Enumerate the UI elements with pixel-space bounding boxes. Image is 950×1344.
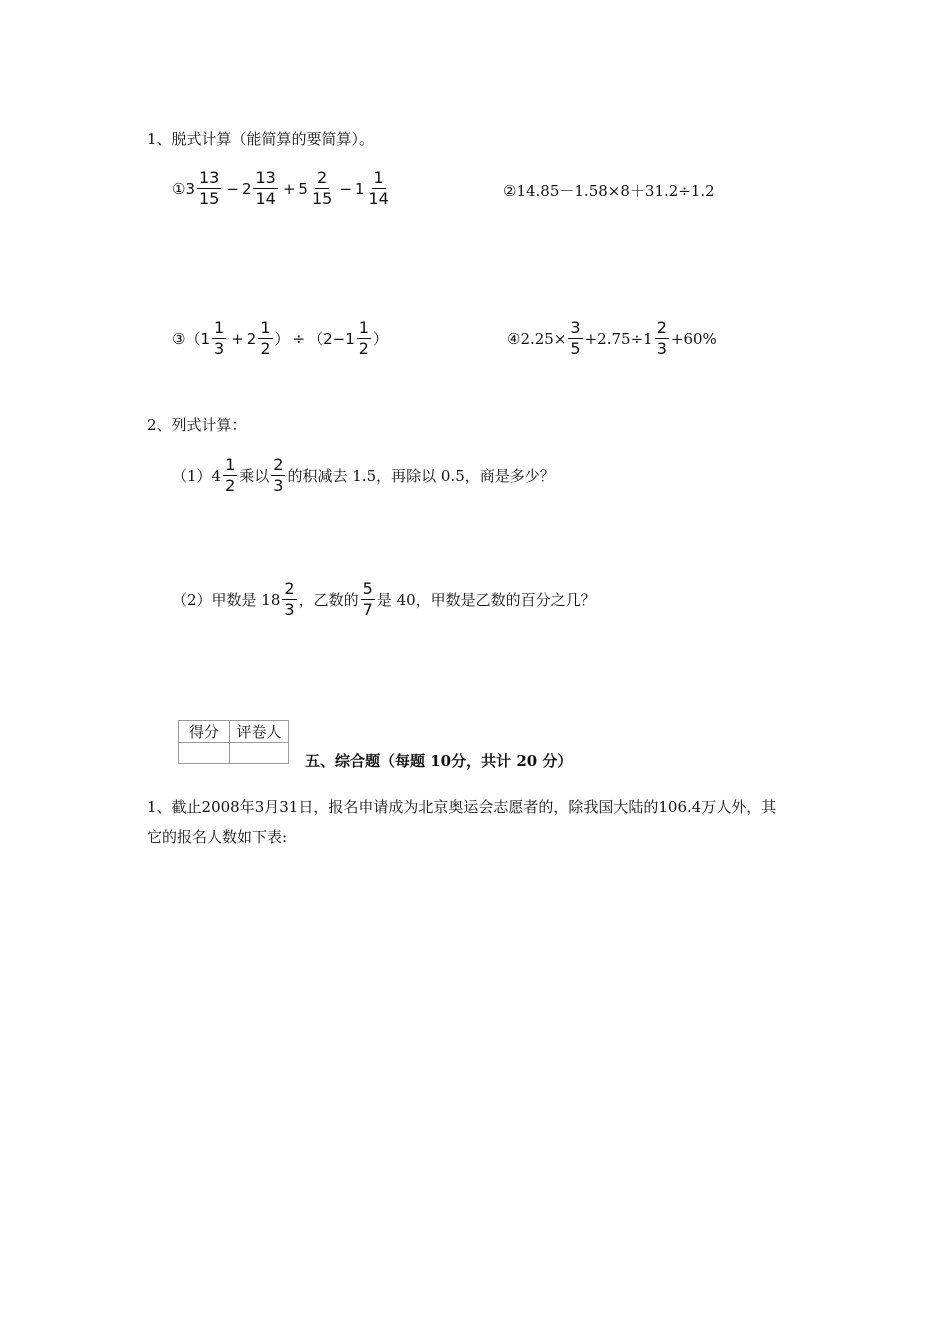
whole-number: 1 (354, 179, 365, 198)
question-text: 是 40，甲数是乙数的百分之几？ (376, 591, 596, 609)
whole-number: 2 (246, 329, 257, 348)
question-text: （1）4 (172, 467, 222, 485)
grader-header: 评卷人 (230, 721, 289, 743)
question-text: 的积减去 1.5，再除以 0.5，商是多少？ (287, 467, 555, 485)
section2-heading: 2、列式计算： (147, 416, 247, 434)
problem-3 (172, 320, 388, 357)
whole-number: 3 (185, 179, 195, 198)
expression-part: +60% (670, 329, 717, 348)
expression-part: +2.75÷1 (584, 329, 653, 348)
problem-3-marker: ③ (172, 329, 186, 348)
whole-number: 5 (298, 179, 308, 198)
fraction: $\frac{1}{2}$ (225, 455, 236, 495)
close-paren: ） (372, 330, 388, 348)
problem-1 (172, 170, 393, 207)
whole-number: 1 (200, 329, 211, 348)
expression-part: ④2.25× (507, 329, 567, 348)
score-cell[interactable] (179, 743, 230, 764)
problem-2: ②14.85－1.58×8＋31.2÷1.2 (503, 182, 715, 200)
fraction: $\frac{2}{3}$ (273, 455, 284, 495)
section1-heading: 1、脱式计算（能简算的要简算）。 (147, 130, 375, 148)
fraction: $\frac{5}{7}$ (362, 579, 373, 619)
whole-number: 2 (241, 179, 252, 198)
fraction: $\frac{1}{14}$ (368, 168, 389, 208)
fraction: $\frac{13}{15}$ (199, 168, 220, 208)
section5-q1-line2: 它的报名人数如下表: (147, 828, 288, 846)
operator: ÷ (292, 329, 306, 348)
fraction: $\frac{3}{5}$ (570, 318, 581, 358)
section5-title: 五、综合题（每题 10分，共计 20 分） (305, 752, 573, 770)
operator: + (231, 329, 244, 348)
open-paren: （ (308, 330, 324, 348)
section5-q1-line1: 1、截止2008年3月31日，报名申请成为北京奥运会志愿者的，除我国大陆的106.4万人外，其 (147, 798, 777, 816)
operator: − (339, 179, 352, 198)
problem-1-marker: ① (172, 179, 186, 198)
fraction: $\frac{2}{15}$ (311, 168, 333, 208)
question-2 (172, 581, 596, 618)
question-text: （2）甲数是 18 (172, 591, 281, 609)
score-header: 得分 (179, 721, 230, 743)
fraction: $\frac{13}{14}$ (255, 168, 276, 208)
fraction: $\frac{1}{2}$ (358, 318, 369, 358)
operator: − (226, 179, 239, 198)
fraction: $\frac{2}{3}$ (284, 579, 295, 619)
fraction: $\frac{1}{3}$ (214, 318, 225, 358)
question-text: 乘以 (239, 467, 270, 485)
open-paren: （ (185, 330, 201, 348)
question-1 (172, 457, 555, 494)
fraction: $\frac{1}{2}$ (260, 318, 271, 358)
problem-4 (507, 320, 717, 357)
grader-cell[interactable] (230, 743, 289, 764)
expression-part: 2−1 (323, 329, 355, 348)
question-text: ，乙数的 (298, 591, 359, 609)
score-table (178, 720, 289, 764)
operator: + (282, 179, 296, 198)
close-paren: ） (274, 330, 290, 348)
fraction: $\frac{2}{3}$ (656, 318, 667, 358)
